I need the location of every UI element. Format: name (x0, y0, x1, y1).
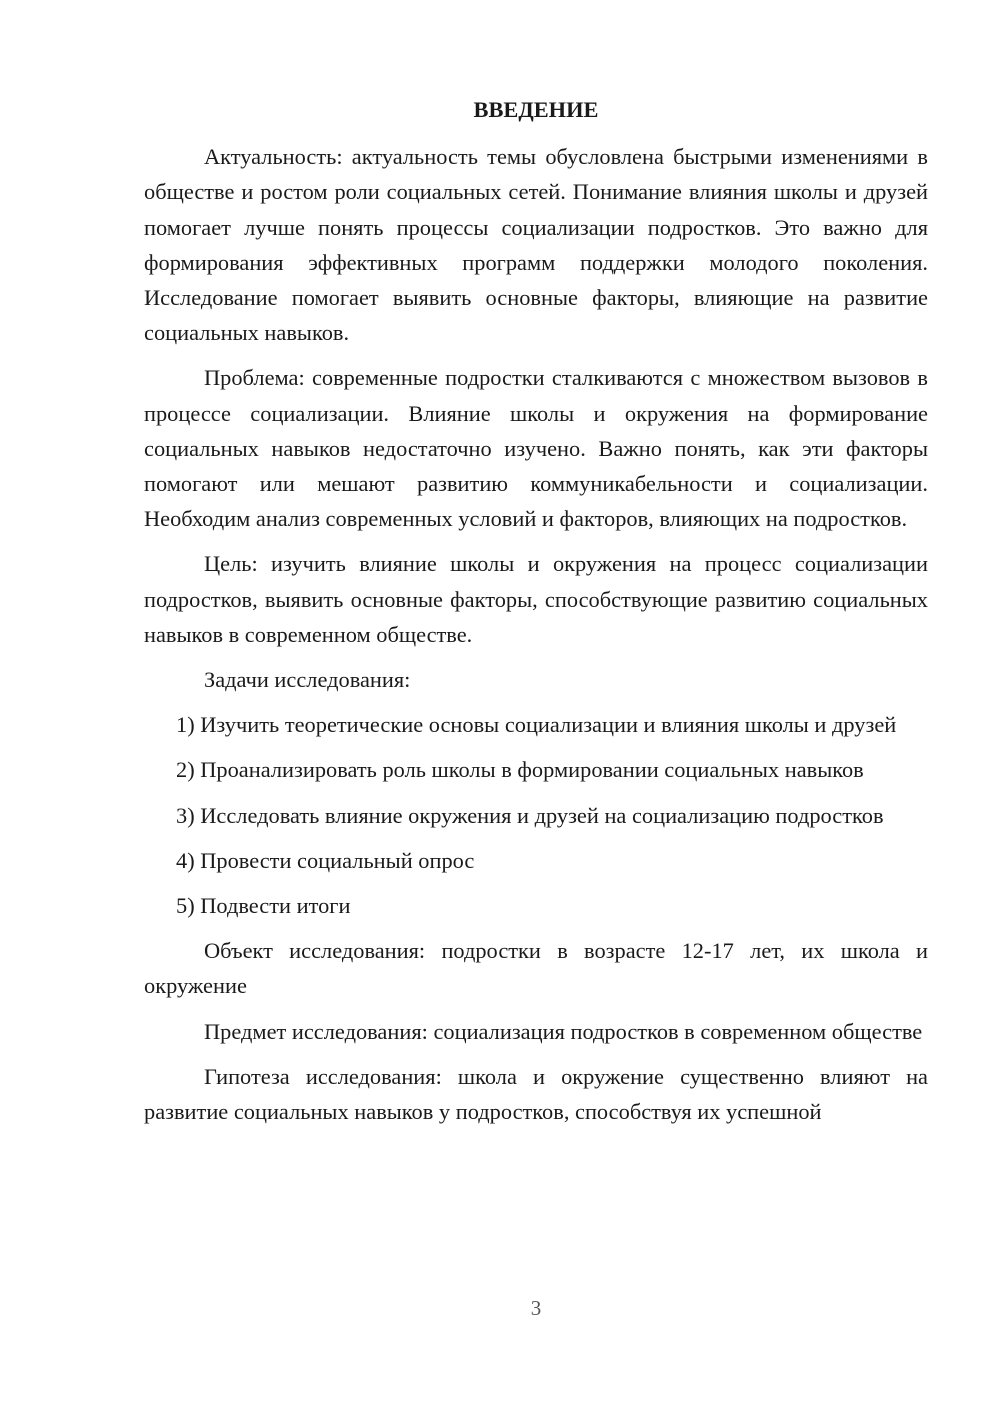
page-number: 3 (530, 1296, 542, 1320)
task-item-3: 3) Исследовать влияние окружения и друзей на социализацию подростков (176, 802, 884, 828)
task-item-2: 2) Проанализировать роль школы в формировании социальных навыков (176, 757, 864, 783)
task-item-1: 1) Изучить теоретические основы социализации и влияния школы и друзей (176, 712, 897, 738)
tasks-heading: Задачи исследования: (204, 667, 411, 693)
paragraph-relevance: Актуальность: актуальность темы обусловлена быстрыми изменениями в обществе и ростом роли социальных сетей. Понимание влияния школы и друзей помогает лучше понять процессы социализации подростков. Это важно для формирования эффективных программ поддержки молодого поколения. Исследование помогает выявить основные факторы, влияющие на развитие социальных навыков. (144, 144, 928, 346)
task-item-4: 4) Провести социальный опрос (176, 847, 475, 873)
section-title: ВВЕДЕНИЕ (473, 97, 599, 122)
paragraph-goal: Цель: изучить влияние школы и окружения на процесс социализации подростков, выявить основные факторы, способствующие развитию социальных навыков в современном обществе. (144, 551, 928, 647)
paragraph-object: Объект исследования: подростки в возрасте 12-17 лет, их школа и окружение (144, 938, 928, 999)
paragraph-subject: Предмет исследования: социализация подростков в современном обществе (204, 1018, 923, 1044)
paragraph-hypothesis: Гипотеза исследования: школа и окружение существенно влияют на развитие социальных навыков у подростков, способствуя их успешной (144, 1063, 928, 1125)
paragraph-problem: Проблема: современные подростки сталкиваются с множеством вызовов в процессе социализации. Влияние школы и окружения на формирование социальных навыков недостаточно изучено. Важно понять, как эти факторы помогают или мешают развитию коммуникабельности и социализации. Необходим анализ современных условий и факторов, влияющих на подростков. (144, 365, 928, 532)
task-item-5: 5) Подвести итоги (176, 893, 351, 919)
page-body (144, 92, 928, 1129)
